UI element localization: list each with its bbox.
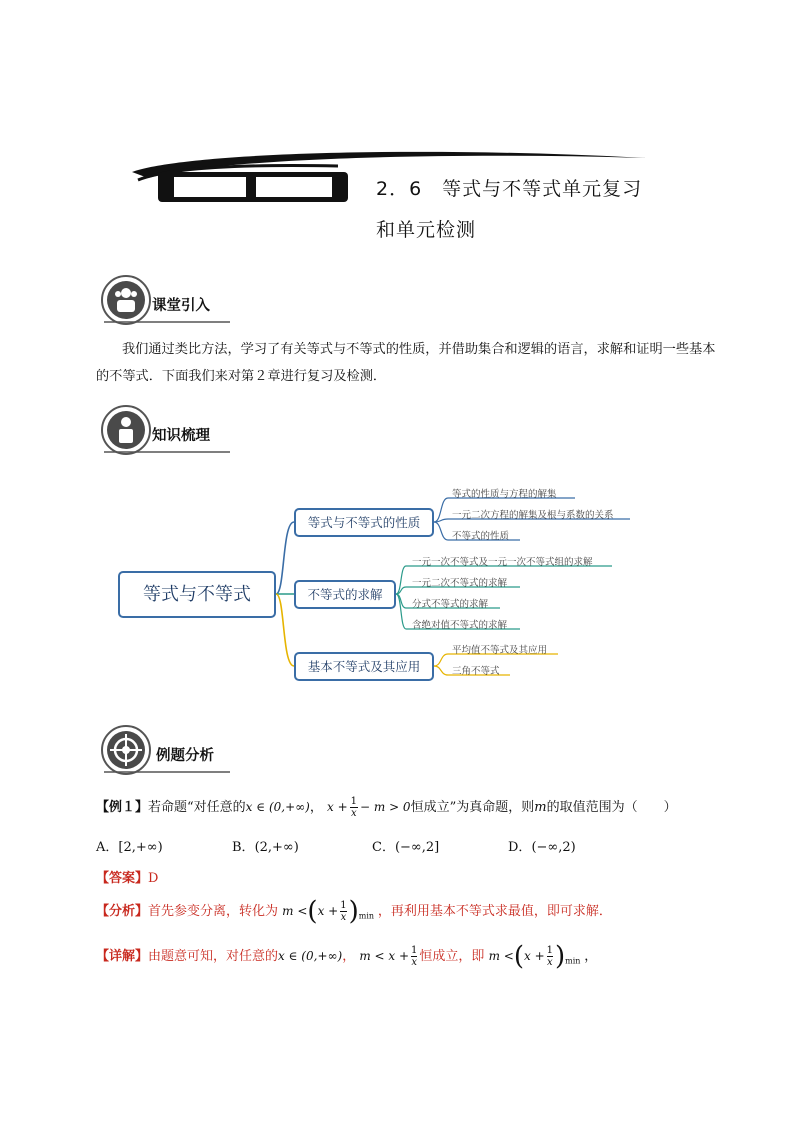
- mindmap-leaf: 不等式的性质: [452, 531, 510, 542]
- title-banner: [128, 148, 358, 204]
- option-d: D．(−∞,2): [508, 840, 576, 855]
- mindmap-root: 等式与不等式: [118, 571, 276, 618]
- example-question: 【例１】若命题“对任意的x ∈ (0,+∞)， x + $\frac{1}{x}$ − m > 0恒成立”为真命题，则m的取值范围为（ ）: [96, 796, 677, 819]
- mindmap-leaf: 分式不等式的求解: [412, 599, 489, 610]
- fraction: $\frac{1}{x}$: [350, 796, 357, 819]
- mindmap-leaf: 等式的性质与方程的解集: [452, 489, 557, 500]
- mindmap-branch-3: 基本不等式及其应用: [294, 652, 434, 681]
- mindmap-leaf: 一元二次不等式的求解: [412, 578, 508, 589]
- mindmap-leaf: 一元一次不等式及一元一次不等式组的求解: [412, 557, 593, 568]
- analysis-line: 【分析】首先参变分离，转化为 m <(x + $\frac{1}{x}$ )$_{min}$ ，再利用基本不等式求最值，即可求解．: [96, 896, 612, 927]
- mindmap-leaf: 三角不等式: [452, 666, 500, 677]
- example-tag: 【例１】: [96, 800, 149, 815]
- section-label: 知识梳理: [152, 428, 210, 444]
- answer-tag: 【答案】: [96, 871, 149, 886]
- detail-tag: 【详解】: [96, 949, 149, 964]
- section-label: 课堂引入: [152, 298, 210, 314]
- section-header-examples: [100, 722, 240, 778]
- page-title-line2: 和单元检测: [376, 219, 477, 241]
- mindmap-leaf: 含绝对值不等式的求解: [412, 620, 508, 631]
- mindmap-leaf: 一元二次方程的解集及根与系数的关系: [452, 510, 614, 521]
- section-label: 例题分析: [156, 748, 214, 764]
- answer-line: [96, 867, 158, 886]
- option-c: C．(−∞,2]: [372, 840, 440, 855]
- page-title: 2．6 等式与不等式单元复习: [376, 178, 643, 200]
- section-header-intro: [100, 272, 240, 328]
- math-expression: m <(x + $\frac{1}{x}$ )$_{min}$: [282, 896, 375, 927]
- math-set: x ∈ (0,+∞): [245, 800, 310, 814]
- answer-value: D: [148, 871, 159, 886]
- math-expression: m <(x + $\frac{1}{x}$ )$_{min}$: [488, 941, 581, 972]
- mindmap-branch-2: 不等式的求解: [294, 580, 396, 609]
- mindmap-leaf: 平均值不等式及其应用: [452, 645, 548, 656]
- option-b: B．(2,+∞): [232, 840, 299, 855]
- mindmap-branch-1: 等式与不等式的性质: [294, 508, 434, 537]
- option-a: A．[2,+∞): [96, 840, 163, 855]
- detail-line: 【详解】由题意可知，对任意的x ∈ (0,+∞)， m < x + $\frac{1}{x}$ 恒成立，即 m <(x + $\frac{1}{x}$ )$_{min}$ ，: [96, 941, 598, 972]
- math-expression: m < x + $\frac{1}{x}$: [359, 945, 418, 968]
- section-header-knowledge: [100, 402, 240, 458]
- analysis-tag: 【分析】: [96, 904, 149, 919]
- intro-paragraph: 我们通过类比方法，学习了有关等式与不等式的性质，并借助集合和逻辑的语言，求解和证明一些基本的不等式．下面我们来对第２章进行复习及检测．: [96, 342, 716, 384]
